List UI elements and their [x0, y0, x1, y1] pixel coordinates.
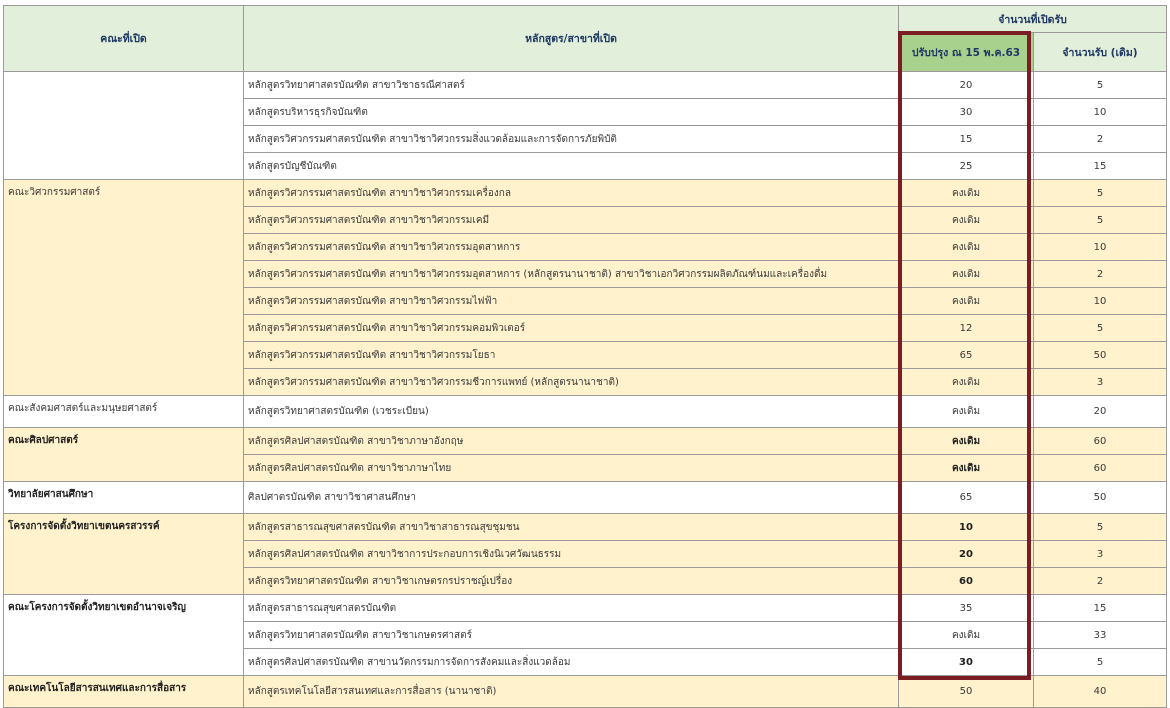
revised-seats-cell: คงเดิม: [899, 234, 1034, 261]
table-body: [4, 72, 1167, 708]
program-cell: หลักสูตรวิศวกรรมศาสตรบัณฑิต สาขาวิชาวิศวกรรมสิ่งแวดล้อมและการจัดการภัยพิบัติ: [244, 126, 899, 153]
program-cell: หลักสูตรวิศวกรรมศาสตรบัณฑิต สาขาวิชาวิศวกรรมอุตสาหการ (หลักสูตรนานาชาติ) สาขาวิชาเอกวิศวกรรมผลิตภัณฑ์นมและเครื่องดื่ม: [244, 261, 899, 288]
revised-seats-cell: คงเดิม: [899, 261, 1034, 288]
program-cell: หลักสูตรวิทยาศาสตรบัณฑิต (เวชระเบียน): [244, 396, 899, 428]
program-cell: หลักสูตรวิศวกรรมศาสตรบัณฑิต สาขาวิชาวิศวกรรมไฟฟ้า: [244, 288, 899, 315]
faculty-column-header: คณะที่เปิด: [4, 6, 244, 72]
program-cell: หลักสูตรวิศวกรรมศาสตรบัณฑิต สาขาวิชาวิศวกรรมคอมพิวเตอร์: [244, 315, 899, 342]
faculty-cell: คณะศิลปศาสตร์: [4, 428, 244, 482]
program-cell: หลักสูตรวิศวกรรมศาสตรบัณฑิต สาขาวิชาวิศวกรรมชีวการแพทย์ (หลักสูตรนานาชาติ): [244, 369, 899, 396]
table-row: [4, 428, 1167, 455]
revised-seats-cell: 15: [899, 126, 1034, 153]
revised-seats-cell: 30: [899, 99, 1034, 126]
program-cell: หลักสูตรวิทยาศาสตรบัณฑิต สาขาวิชาธรณีศาสตร์: [244, 72, 899, 99]
revised-seats-cell: 65: [899, 342, 1034, 369]
program-cell: หลักสูตรวิศวกรรมศาสตรบัณฑิต สาขาวิชาวิศวกรรมอุตสาหการ: [244, 234, 899, 261]
table-row: [4, 180, 1167, 207]
program-cell: ศิลปศาตรบัณฑิต สาขาวิชาศาสนศึกษา: [244, 482, 899, 514]
program-cell: หลักสูตรบริหารธุรกิจบัณฑิต: [244, 99, 899, 126]
revised-seats-cell: 25: [899, 153, 1034, 180]
faculty-cell: คณะเทคโนโลยีสารสนเทศและการสื่อสาร: [4, 676, 244, 708]
revised-seats-cell: 10: [899, 514, 1034, 541]
original-seats-cell: 15: [1034, 153, 1167, 180]
program-cell: หลักสูตรวิศวกรรมศาสตรบัณฑิต สาขาวิชาวิศวกรรมเคมี: [244, 207, 899, 234]
original-seats-cell: 3: [1034, 541, 1167, 568]
table-row: [4, 676, 1167, 708]
revised-seats-cell: คงเดิม: [899, 428, 1034, 455]
original-seats-cell: 2: [1034, 261, 1167, 288]
seats-group-header: จำนวนที่เปิดรับ: [899, 6, 1167, 33]
original-seats-cell: 10: [1034, 234, 1167, 261]
revised-seats-cell: 30: [899, 649, 1034, 676]
original-seats-cell: 3: [1034, 369, 1167, 396]
revised-seats-cell: คงเดิม: [899, 180, 1034, 207]
faculty-cell: [4, 72, 244, 180]
table-row: [4, 514, 1167, 541]
original-seats-cell: 5: [1034, 315, 1167, 342]
original-seats-cell: 20: [1034, 396, 1167, 428]
revised-seats-cell: คงเดิม: [899, 622, 1034, 649]
table-row: [4, 482, 1167, 514]
program-cell: หลักสูตรวิทยาศาสตรบัณฑิต สาขาวิชาเกษตรกรปราชญ์เปรื่อง: [244, 568, 899, 595]
original-seats-cell: 33: [1034, 622, 1167, 649]
revised-column-header: ปรับปรุง ณ 15 พ.ค.63: [899, 33, 1034, 72]
original-seats-cell: 5: [1034, 72, 1167, 99]
program-cell: หลักสูตรศิลปศาสตรบัณฑิต สาขาวิชาการประกอบการเชิงนิเวศวัฒนธรรม: [244, 541, 899, 568]
table-row: [4, 595, 1167, 622]
original-seats-cell: 5: [1034, 514, 1167, 541]
revised-seats-cell: 65: [899, 482, 1034, 514]
program-cell: หลักสูตรศิลปศาสตรบัณฑิต สาขานวัตกรรมการจัดการสังคมและสิ่งแวดล้อม: [244, 649, 899, 676]
original-seats-cell: 5: [1034, 649, 1167, 676]
revised-seats-cell: คงเดิม: [899, 396, 1034, 428]
original-seats-cell: 40: [1034, 676, 1167, 708]
revised-seats-cell: คงเดิม: [899, 369, 1034, 396]
revised-seats-cell: 50: [899, 676, 1034, 708]
program-cell: หลักสูตรศิลปศาสตรบัณฑิต สาขาวิชาภาษาไทย: [244, 455, 899, 482]
table-header: [4, 6, 1167, 72]
original-seats-cell: 2: [1034, 126, 1167, 153]
original-seats-cell: 15: [1034, 595, 1167, 622]
program-cell: หลักสูตรวิศวกรรมศาสตรบัณฑิต สาขาวิชาวิศวกรรมเครื่องกล: [244, 180, 899, 207]
revised-seats-cell: 12: [899, 315, 1034, 342]
original-seats-cell: 60: [1034, 455, 1167, 482]
original-seats-cell: 10: [1034, 288, 1167, 315]
faculty-cell: โครงการจัดตั้งวิทยาเขตนครสวรรค์: [4, 514, 244, 595]
revised-seats-cell: คงเดิม: [899, 288, 1034, 315]
program-cell: หลักสูตรศิลปศาสตรบัณฑิต สาขาวิชาภาษาอังกฤษ: [244, 428, 899, 455]
program-cell: หลักสูตรสาธารณสุขศาสตรบัณฑิต: [244, 595, 899, 622]
faculty-cell: คณะวิศวกรรมศาสตร์: [4, 180, 244, 396]
program-cell: หลักสูตรวิศวกรรมศาสตรบัณฑิต สาขาวิชาวิศวกรรมโยธา: [244, 342, 899, 369]
original-seats-cell: 10: [1034, 99, 1167, 126]
table-row: [4, 396, 1167, 428]
program-cell: หลักสูตรสาธารณสุขศาสตรบัณฑิต สาขาวิชาสาธารณสุขชุมชน: [244, 514, 899, 541]
original-column-header: จำนวนรับ (เดิม): [1034, 33, 1167, 72]
faculty-cell: วิทยาลัยศาสนศึกษา: [4, 482, 244, 514]
program-cell: หลักสูตรวิทยาศาสตรบัณฑิต สาขาวิชาเกษตรศาสตร์: [244, 622, 899, 649]
revised-seats-cell: 60: [899, 568, 1034, 595]
original-seats-cell: 5: [1034, 180, 1167, 207]
original-seats-cell: 5: [1034, 207, 1167, 234]
original-seats-cell: 60: [1034, 428, 1167, 455]
table-row: [4, 72, 1167, 99]
faculty-cell: คณะโครงการจัดตั้งวิทยาเขตอำนาจเจริญ: [4, 595, 244, 676]
faculty-cell: คณะสังคมศาสตร์และมนุษยศาสตร์: [4, 396, 244, 428]
admissions-table: [3, 5, 1167, 708]
original-seats-cell: 2: [1034, 568, 1167, 595]
program-cell: หลักสูตรเทคโนโลยีสารสนเทศและการสื่อสาร (นานาชาติ): [244, 676, 899, 708]
revised-seats-cell: 35: [899, 595, 1034, 622]
revised-seats-cell: คงเดิม: [899, 455, 1034, 482]
revised-seats-cell: 20: [899, 541, 1034, 568]
original-seats-cell: 50: [1034, 482, 1167, 514]
program-column-header: หลักสูตร/สาขาที่เปิด: [244, 6, 899, 72]
original-seats-cell: 50: [1034, 342, 1167, 369]
revised-seats-cell: คงเดิม: [899, 207, 1034, 234]
program-cell: หลักสูตรบัญชีบัณฑิต: [244, 153, 899, 180]
revised-seats-cell: 20: [899, 72, 1034, 99]
